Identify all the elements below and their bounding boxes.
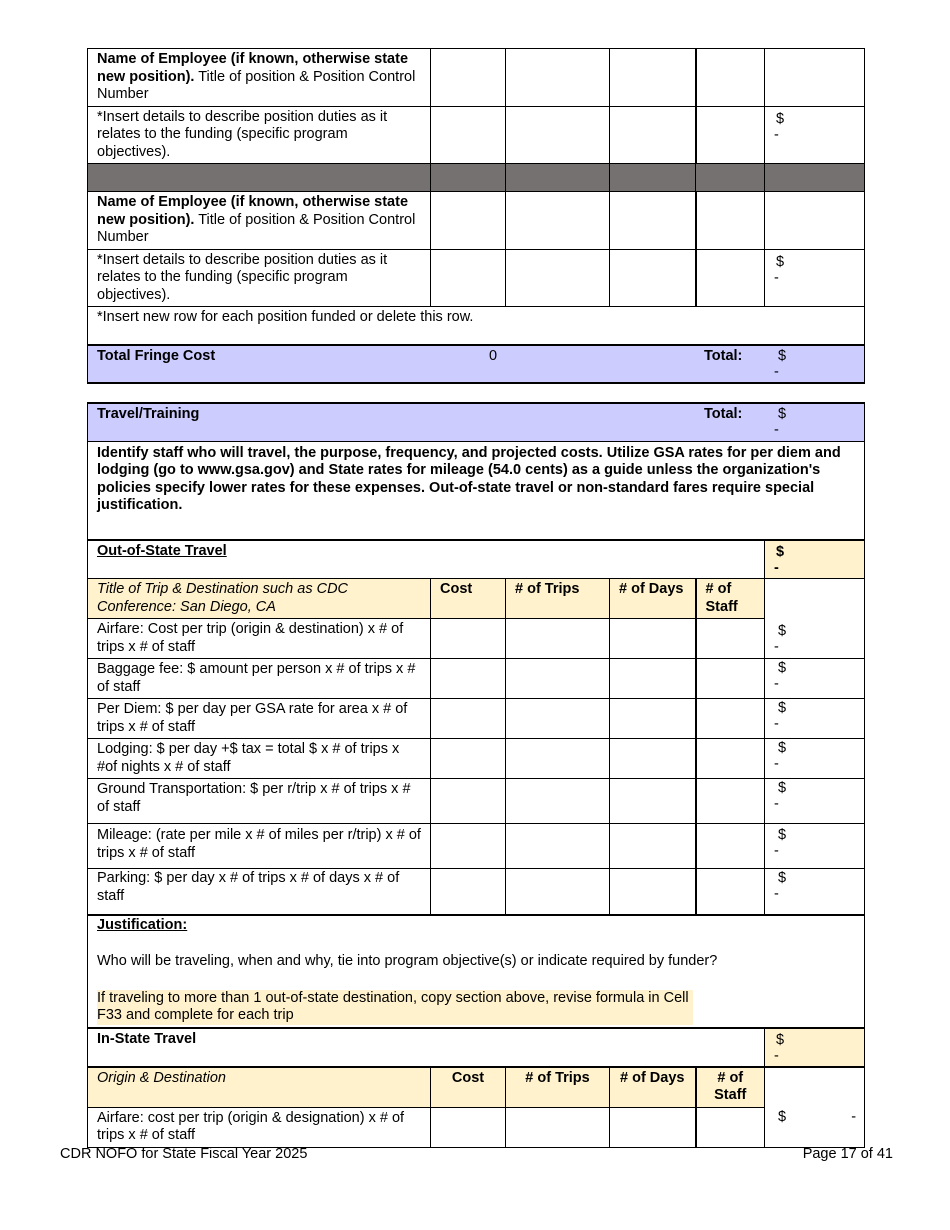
amount-value: - [774, 638, 779, 655]
row-label: Mileage: (rate per mile x # of miles per r/trip) x # of trips x # of staff [88, 824, 431, 869]
employee-details: *Insert details to describe position duties as it relates to the funding (specific program objectives). [88, 249, 431, 307]
column-header-trip: Title of Trip & Destination such as CDC Conference: San Diego, CA [88, 579, 431, 619]
total-fringe-row [88, 345, 865, 383]
in-state-column-header-row [88, 1067, 865, 1108]
column-header-trips: # of Trips [506, 1067, 610, 1108]
insert-row-note-row [88, 307, 865, 345]
out-of-state-row-airfare [88, 619, 865, 659]
amount-value: - [774, 716, 779, 732]
fringe-table [87, 48, 865, 384]
row-label: Airfare: Cost per trip (origin & destination) x # of trips x # of staff [88, 619, 431, 659]
total-fringe-value: 0 [489, 347, 498, 364]
column-header-trips: # of Trips [506, 579, 610, 619]
amount-symbol: $ [776, 110, 785, 127]
employee-row-1-name [88, 49, 865, 107]
employee-row-2-details [88, 249, 865, 307]
amount-symbol: $ [776, 253, 785, 270]
amount-symbol: $ [778, 700, 787, 716]
travel-table [87, 402, 865, 1148]
amount-symbol: $ [778, 870, 787, 886]
out-of-state-row-parking [88, 869, 865, 915]
amount-symbol: $ [778, 740, 787, 756]
row-label: Ground Transportation: $ per r/trip x # of trips x # of staff [88, 779, 431, 824]
employee-title-label: Title of position & Position Control Number [97, 211, 416, 245]
travel-header-label: Travel/Training [97, 406, 200, 422]
in-state-label: In-State Travel [97, 1030, 197, 1047]
column-header-days: # of Days [610, 579, 696, 619]
amount-value: - [774, 756, 779, 772]
justification-text: Who will be traveling, when and why, tie into program objective(s) or indicate required by funder? [97, 953, 718, 969]
travel-instructions: Identify staff who will travel, the purpose, frequency, and projected costs. Utilize GSA rates for per diem and lodging (go to www.gsa.gov) and State rates for mileage (54.0 cents) as a guide unless the organization's policies specify lower rates for these expenses. Out-of-state travel or non-standard fares require special justification. [88, 441, 865, 540]
out-of-state-row-per-diem [88, 699, 865, 739]
amount-symbol: $ [778, 827, 787, 843]
row-label: Lodging: $ per day +$ tax = total $ x # of trips x #of nights x # of staff [88, 739, 431, 779]
amount-symbol: $ [776, 544, 785, 560]
employee-title-label: Title of position & Position Control Number [97, 68, 416, 102]
travel-header-row [88, 403, 865, 441]
amount-value: - [851, 1109, 857, 1125]
total-label: Total: [704, 406, 743, 422]
column-header-days: # of Days [610, 1067, 696, 1108]
amount-value: - [774, 843, 779, 859]
amount-value: - [774, 126, 779, 143]
justification-row [88, 915, 865, 1028]
employee-name-label: Name of Employee (if known, otherwise state new position). [97, 51, 409, 85]
employee-row-2-name [88, 192, 865, 250]
employee-details: *Insert details to describe position duties as it relates to the funding (specific program objectives). [88, 106, 431, 164]
total-fringe-label: Total Fringe Cost [97, 347, 216, 364]
out-of-state-row-lodging [88, 739, 865, 779]
out-of-state-row-mileage [88, 824, 865, 869]
amount-symbol: $ [778, 660, 787, 676]
employee-row-1-details [88, 106, 865, 164]
amount-symbol: $ [778, 406, 787, 422]
amount-value: - [774, 886, 779, 902]
out-of-state-row-ground [88, 779, 865, 824]
amount-value: - [774, 1047, 779, 1064]
column-header-origin: Origin & Destination [88, 1067, 431, 1108]
row-label: Airfare: cost per trip (origin & designation) x # of trips x # of staff [88, 1107, 431, 1147]
row-label: Baggage fee: $ amount per person x # of trips x # of staff [88, 659, 431, 699]
insert-row-note: *Insert new row for each position funded or delete this row. [97, 309, 474, 325]
amount-value: - [774, 363, 779, 380]
column-header-cost: Cost [431, 579, 506, 619]
amount-value: - [774, 676, 779, 692]
employee-name-label: Name of Employee (if known, otherwise state new position). [97, 194, 409, 228]
amount-symbol: $ [778, 1109, 787, 1125]
copy-section-note: If traveling to more than 1 out-of-state destination, copy section above, revise formula in Cell F33 and complete for each trip [97, 990, 693, 1025]
out-of-state-label: Out-of-State Travel [97, 543, 227, 559]
column-header-staff: # of Staff [696, 1067, 765, 1108]
instructions-row [88, 441, 865, 540]
justification-label: Justification: [97, 916, 188, 933]
in-state-header-row [88, 1028, 865, 1067]
column-header-staff: # of Staff [696, 579, 765, 619]
amount-symbol: $ [778, 347, 787, 364]
amount-symbol: $ [776, 1031, 785, 1048]
total-label: Total: [704, 347, 743, 364]
amount-symbol: $ [778, 780, 787, 796]
row-label: Per Diem: $ per day per GSA rate for area x # of trips x # of staff [88, 699, 431, 739]
footer-left: CDR NOFO for State Fiscal Year 2025 [60, 1146, 308, 1162]
column-header-cost: Cost [431, 1067, 506, 1108]
separator-row [88, 164, 865, 192]
in-state-row-airfare [88, 1107, 865, 1147]
out-of-state-row-baggage [88, 659, 865, 699]
amount-value: - [774, 796, 779, 812]
amount-value: - [774, 560, 779, 576]
row-label: Parking: $ per day x # of trips x # of days x # of staff [88, 869, 431, 915]
out-of-state-column-header-row [88, 579, 865, 619]
footer-page-number: Page 17 of 41 [802, 1146, 893, 1162]
amount-symbol: $ [778, 622, 787, 639]
amount-value: - [774, 422, 779, 438]
out-of-state-header-row [88, 540, 865, 579]
amount-value: - [774, 269, 779, 286]
